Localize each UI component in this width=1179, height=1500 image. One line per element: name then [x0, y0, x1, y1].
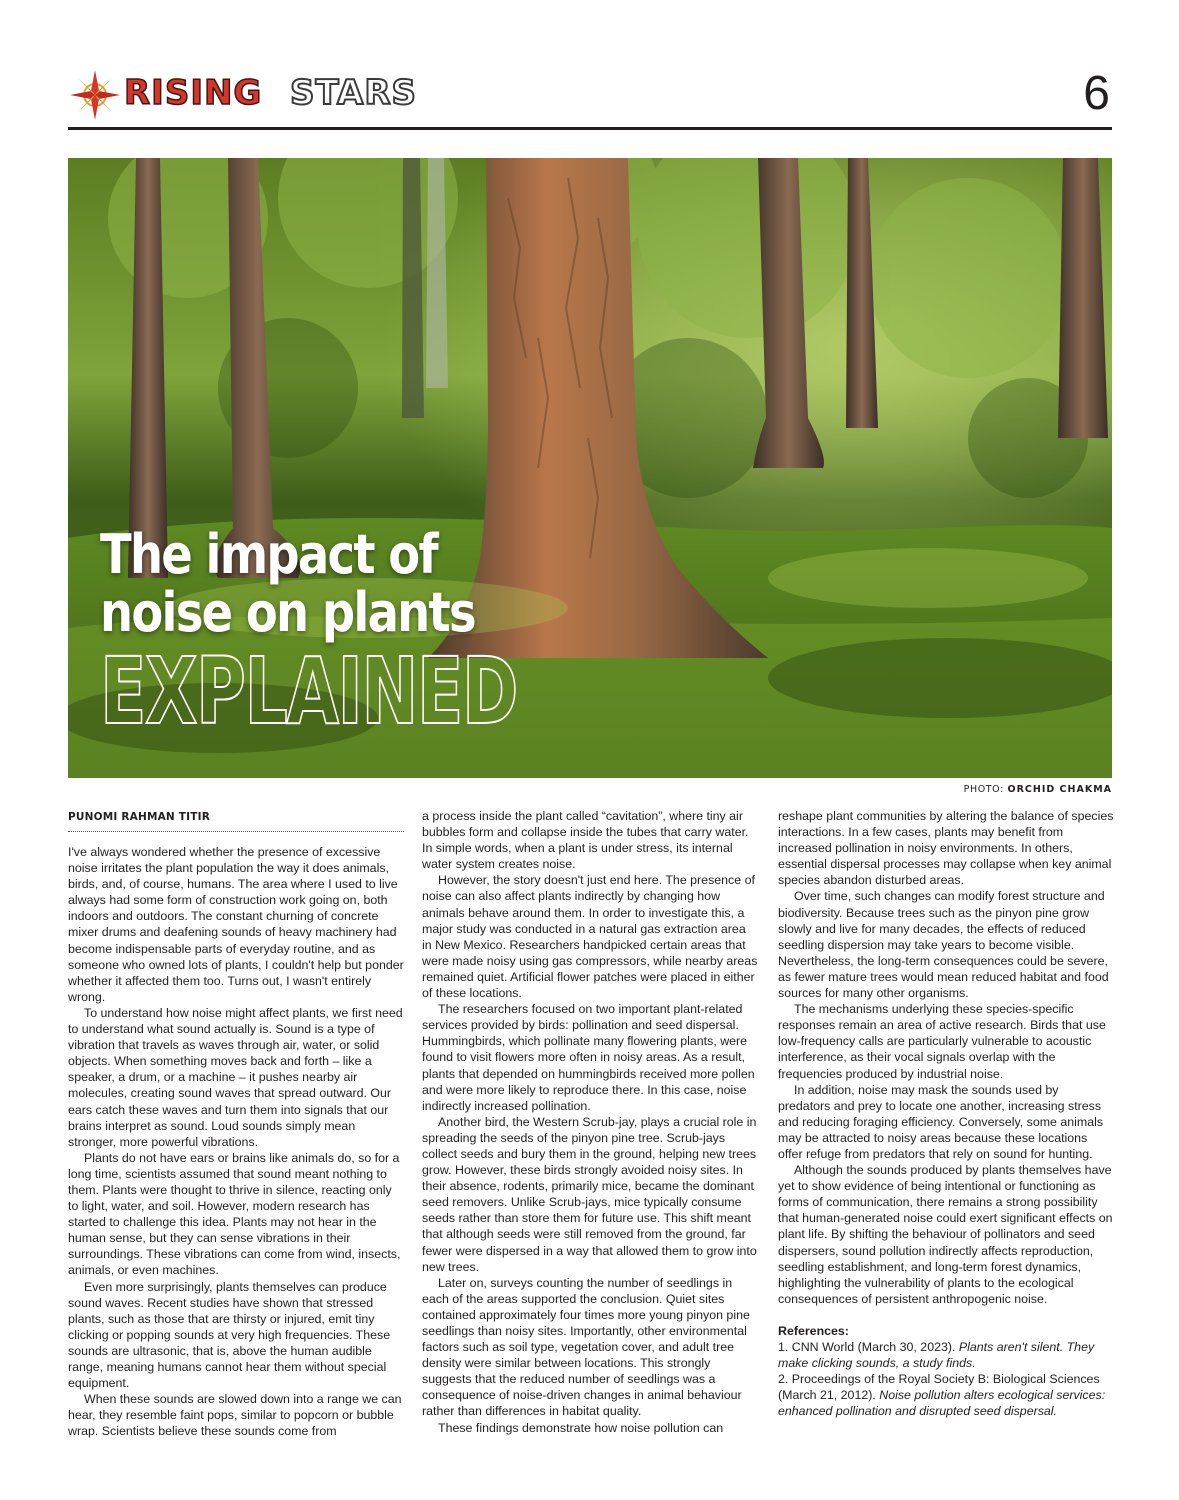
paragraph: Later on, surveys counting the number of seedlings in each of the areas supported the conclusion. Quiet sites contained approximately four times more young pinyon pine seedlings than noisy sites. Importantly, other environmental factors such as soil type, vegetation cover, and adult tree density were similar between locations. This strongly suggests that the reduced number of seedlings was a consequence of noise-driven changes in animal behaviour rather than differences in habitat quality. — [422, 1275, 750, 1419]
headline — [100, 523, 663, 745]
section-word-rising: RISING — [124, 73, 263, 113]
page-number: 6 — [1083, 67, 1110, 120]
references-title: References: — [778, 1323, 849, 1338]
paragraph: Over time, such changes can modify forest structure and biodiversity. Because trees such as the pinyon pine grow slowly and live for many decades, the effects of reduced seedling dispersion may take years to become visible. Nevertheless, the long-term consequences could be severe, as fewer mature trees would mean reduced habitat and food sources for many other organisms. — [778, 889, 1109, 1001]
paragraph: When these sounds are slowed down into a range we can hear, they resemble faint pops, similar to popcorn or bubble wrap. Scientists believe these sounds come from — [68, 1392, 402, 1439]
paragraph: In addition, noise may mask the sounds used by predators and prey to locate one another, increasing stress and reducing foraging efficiency. Conversely, some animals may be attracted to noisy areas because these locations offer refuge from predators that rely on sound for hunting. — [778, 1082, 1104, 1161]
compass-star-icon — [68, 68, 122, 122]
paragraph: I've always wondered whether the presence of excessive noise irritates the plant population the way it does animals, birds, and, of course, humans. The area where I used to live always had some form of construction work going on, both indoors and outdoors. The constant churning of concrete mixer drums and deafening sounds of heavy machinery had become indispensable parts of everyday routine, and as someone who owned lots of plants, I couldn't help but ponder whether it affected them too. Turns out, I wasn't entirely wrong. — [68, 845, 404, 1004]
paragraph: These findings demonstrate how noise pollution can — [438, 1420, 724, 1435]
masthead — [68, 64, 1112, 126]
reference-item — [778, 1339, 1114, 1371]
paragraph: Another bird, the Western Scrub-jay, plays a crucial role in spreading the seeds of the pinyon pine tree. Scrub-jays collect seeds and bury them in the ground, helping new trees grow. However, these birds strongly avoided noisy sites. In their absence, rodents, primarily mice, became the dominant seed removers. Unlike Scrub-jays, mice typically consume seeds rather than store them for future use. This shift meant that although seeds were still removed from the ground, far fewer were dispersed in a way that allowed them to grow into new trees. — [422, 1114, 757, 1274]
reference-title: Noise pollution alters ecological services: enhanced pollination and disrupted seed dispersal. — [778, 1388, 1106, 1419]
reference-source: 2. Proceedings of the Royal Society B: Biological Sciences (March 21, 2012). — [778, 1372, 1100, 1403]
byline-divider — [68, 831, 404, 832]
article-column-2 — [422, 808, 758, 1436]
paragraph: Even more surprisingly, plants themselves can produce sound waves. Recent studies have shown that stressed plants, such as those that are thirsty or injured, emit tiny clicking or popping sounds at very high frequencies. These sounds are ultrasonic, that is, above the human audible range, meaning humans cannot hear them without special equipment. — [68, 1279, 391, 1391]
hero-photo — [68, 158, 1112, 778]
headline-line-2: noise on plants — [100, 581, 475, 644]
reference-source: 1. CNN World (March 30, 2023). — [778, 1340, 959, 1354]
reference-title: Plants aren't silent. They make clicking sounds, a study finds. — [778, 1340, 1095, 1371]
paragraph: a process inside the plant called “cavitation”, where tiny air bubbles form and collapse inside the tubes that carry water. In simple words, when a plant is under stress, its internal water system creates noise. — [422, 809, 749, 872]
paragraph: The mechanisms underlying these species-specific responses remain an area of active research. Birds that use low-frequency calls are particularly vulnerable to acoustic interference, as their vocal signals overlap with the frequencies produced by industrial noise. — [778, 1002, 1106, 1081]
section-word-stars: STARS — [290, 73, 418, 113]
photo-credit — [964, 784, 1112, 795]
paragraph: The researchers focused on two important plant-related services provided by birds: pollination and seed dispersal. Hummingbirds, which pollinate many flowering plants, were found to visit flowers more often in noisy areas. As a result, plants that depended on hummingbirds received more pollen and were more likely to reproduce there. In this case, noise indirectly increased pollination. — [422, 1002, 755, 1113]
paragraph: However, the story doesn't just end here. The presence of noise can also affect plants indirectly by changing how animals behave around them. In order to investigate this, a major study was conducted in a natural gas extraction area in New Mexico. Researchers handpicked certain areas that were made noisy using gas compressors, while nearby areas remained quiet. Artificial flower patches were placed in either of these locations. — [422, 873, 758, 1001]
headline-line-1: The impact of — [100, 523, 437, 586]
photo-credit-label: PHOTO: — [963, 784, 1004, 795]
headline-explained: EXPLAINED — [100, 638, 517, 745]
article-column-1 — [68, 808, 404, 1439]
photo-credit-name: ORCHID CHAKMA — [1007, 784, 1112, 795]
paragraph: reshape plant communities by altering the balance of species interactions. In a few cases, plants may benefit from increased pollination in noisy environments. In others, essential dispersal processes may collapse when key animal species abandon disturbed areas. — [778, 809, 1114, 888]
byline: PUNOMI RAHMAN TITIR — [68, 811, 210, 823]
paragraph: To understand how noise might affect plants, we first need to understand what sound actually is. Sound is a type of vibration that travels as waves through air, water, or solid objects. When something moves back and forth – like a speaker, a drum, or a machine – it pushes nearby air molecules, creating sound waves that spread outward. Our ears catch these waves and turn them into signals that our brains interpret as sound. Loud sounds simply mean stronger, more powerful vibrations. — [68, 1005, 403, 1149]
reference-item — [778, 1371, 1114, 1419]
header-rule — [68, 127, 1112, 130]
article-column-3 — [778, 808, 1114, 1419]
paragraph: Plants do not have ears or brains like animals do, so for a long time, scientists assumed that sound meant nothing to them. Plants were thought to thrive in silence, reacting only to light, water, and soil. However, modern research has started to challenge this idea. Plants may not hear in the human sense, but they can sense vibrations in their surroundings. These vibrations can come from wind, insects, animals, or even machines. — [68, 1150, 401, 1278]
paragraph: Although the sounds produced by plants themselves have yet to show evidence of being intentional or functioning as forms of communication, there remains a strong possibility that human-generated noise could exert significant effects on plant life. By shifting the behaviour of pollinators and seed dispersers, sound pollution indirectly affects reproduction, seedling establishment, and long-term forest dynamics, highlighting the vulnerability of plants to the ecological consequences of persistent anthropogenic noise. — [778, 1163, 1113, 1306]
